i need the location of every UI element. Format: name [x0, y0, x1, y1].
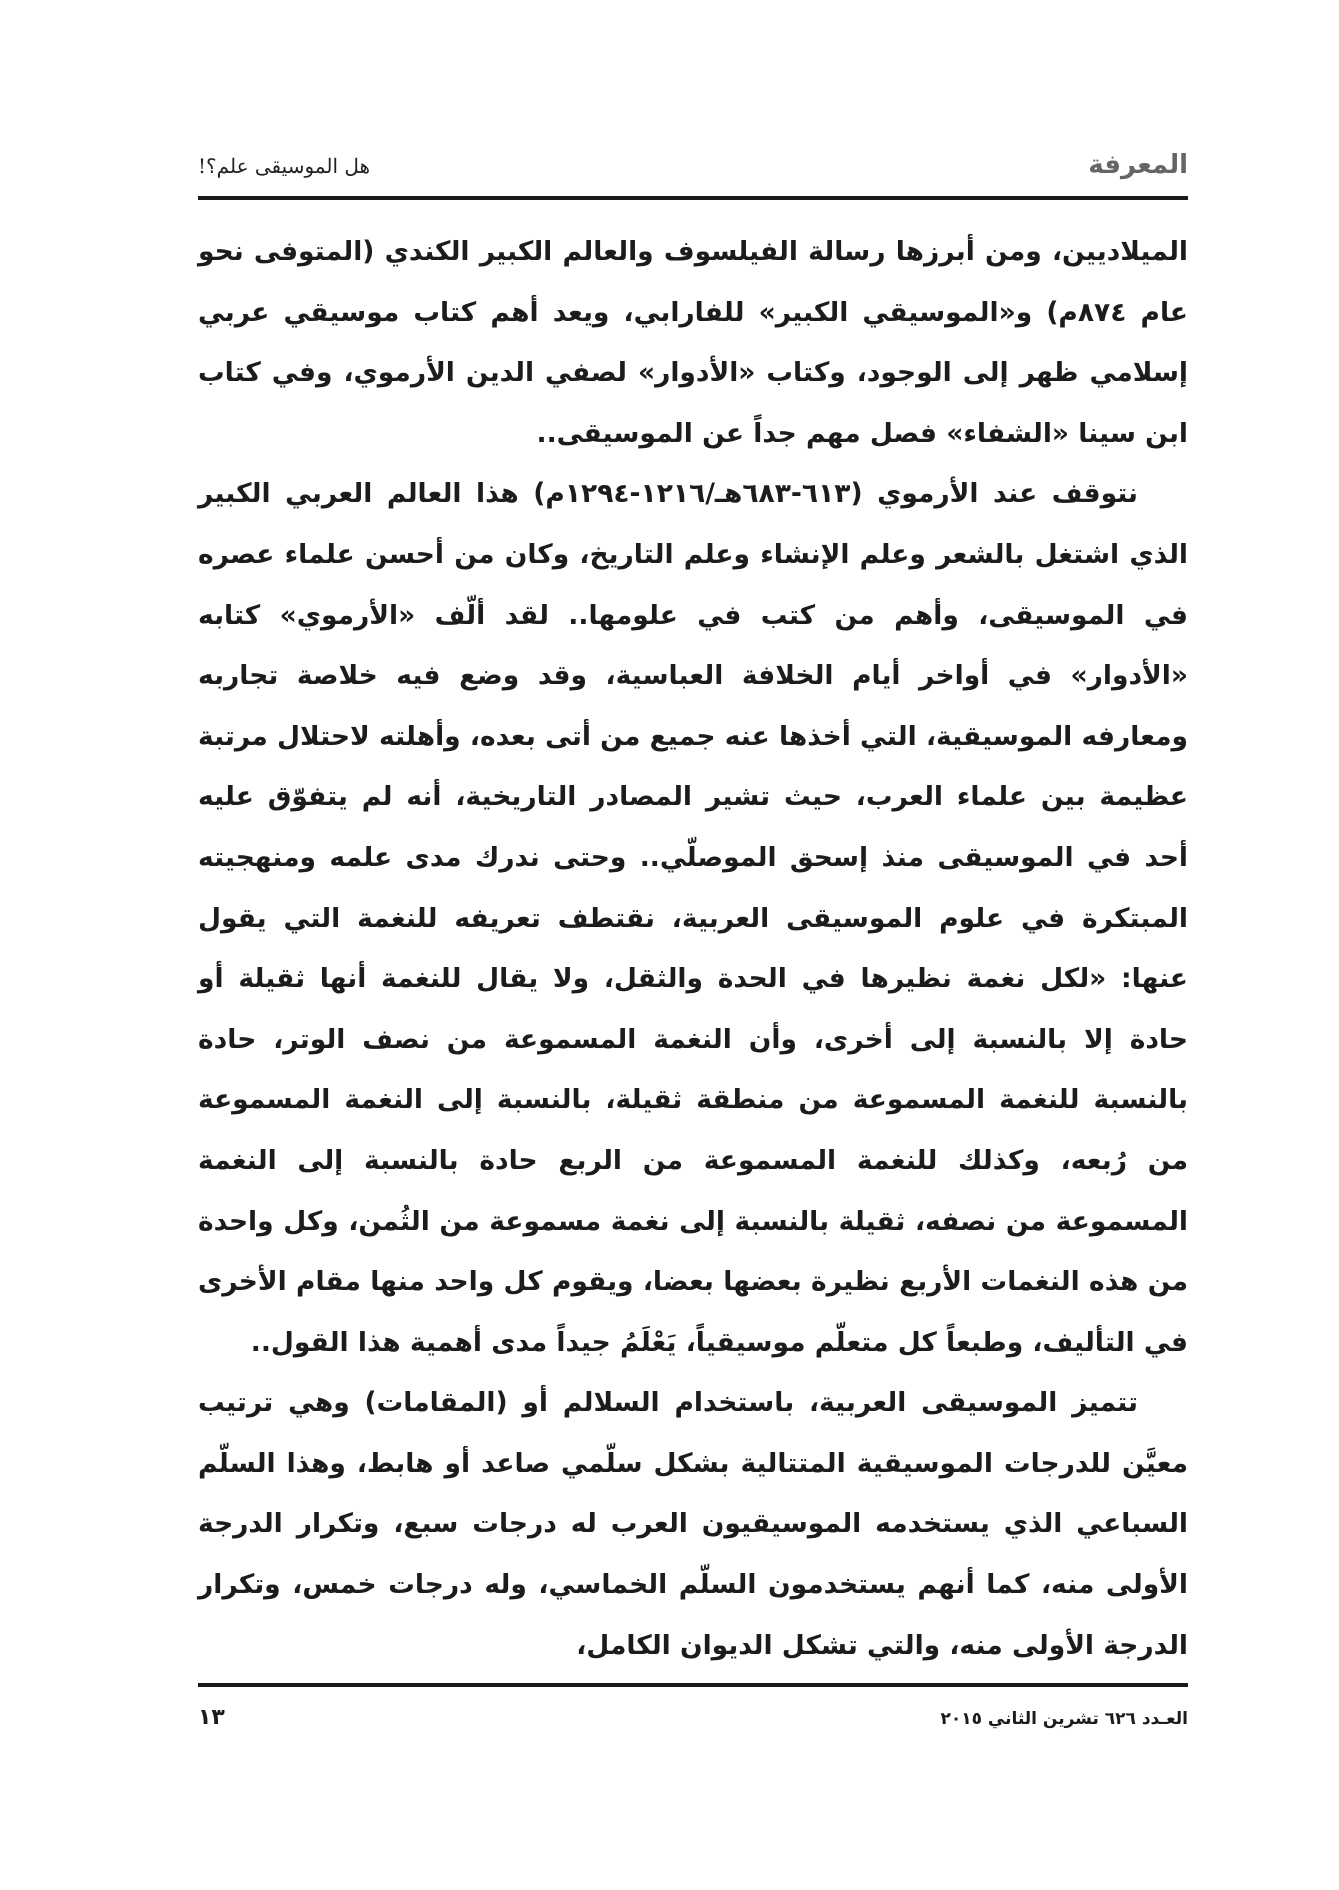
header-divider	[198, 196, 1188, 200]
page-number: ١٣	[198, 1705, 225, 1730]
issue-info: العـدد ٦٢٦ تشرين الثاني ٢٠١٥	[940, 1709, 1188, 1729]
paragraph-2: نتوقف عند الأرموي (٦١٣-٦٨٣هـ/١٢١٦-١٢٩٤م) هذا العالم العربي الكبير الذي اشتغل بالشعر وعلم الإنشاء وعلم التاريخ، وكان من أحسن علماء عصره في الموسيقى، وأهم من كتب في علومها.. لقد ألّف «الأرموي» كتابه «الأدوار» في أواخر أيام الخلافة العباسية، وقد وضع فيه خلاصة تجاربه ومعارفه الموسيقية، التي أخذها عنه جميع من أتى بعده، وأهلته لاحتلال مرتبة عظيمة بين علماء العرب، حيث تشير المصادر التاريخية، أنه لم يتفوّق عليه أحد في الموسيقى منذ إسحق الموصلّي.. وحتى ندرك مدى علمه ومنهجيته المبتكرة في علوم الموسيقى العربية، نقتطف تعريفه للنغمة التي يقول عنها: «لكل نغمة نظيرها في الحدة والثقل، ولا يقال للنغمة أنها ثقيلة أو حادة إلا بالنسبة إلى أخرى، وأن النغمة المسموعة من نصف الوتر، حادة بالنسبة للنغمة المسموعة من منطقة ثقيلة، بالنسبة إلى النغمة المسموعة من رُبعه، وكذلك للنغمة المسموعة من الربع حادة بالنسبة إلى النغمة المسموعة من نصفه، ثقيلة بالنسبة إلى نغمة مسموعة من الثُمن، وكل واحدة من هذه النغمات الأربع نظيرة بعضها بعضا، ويقوم كل واحد منها مقام الأخرى في التأليف، وطبعاً كل متعلّم موسيقياً، يَعْلَمُ جيداً مدى أهمية هذا القول..	[198, 478, 1188, 1358]
paragraph-1: الميلاديين، ومن أبرزها رسالة الفيلسوف والعالم الكبير الكندي (المتوفى نحو عام ٨٧٤م) و«الموسيقي الكبير» للفارابي، ويعد أهم كتاب موسيقي عربي إسلامي ظهر إلى الوجود، وكتاب «الأدوار» لصفي الدين الأرموي، وفي كتاب ابن سينا «الشفاء» فصل مهم جداً عن الموسيقى..	[198, 236, 1188, 449]
magazine-logo: المعرفة	[1088, 150, 1188, 180]
page-header	[198, 146, 1188, 196]
article-title: هل الموسيقى علم؟!	[198, 154, 371, 178]
article-body	[198, 222, 1188, 1676]
page-footer	[198, 1705, 1188, 1745]
paragraph-3: تتميز الموسيقى العربية، باستخدام السلالم أو (المقامات) وهي ترتيب معيَّن للدرجات الموسيقية المتتالية بشكل سلّمي صاعد أو هابط، وهذا السلّم السباعي الذي يستخدمه الموسيقيون العرب له درجات سبع، وتكرار الدرجة الأولى منه، كما أنهم يستخدمون السلّم الخماسي، وله درجات خمس، وتكرار الدرجة الأولى منه، والتي تشكل الديوان الكامل،	[198, 1387, 1188, 1661]
footer-divider	[198, 1683, 1188, 1687]
